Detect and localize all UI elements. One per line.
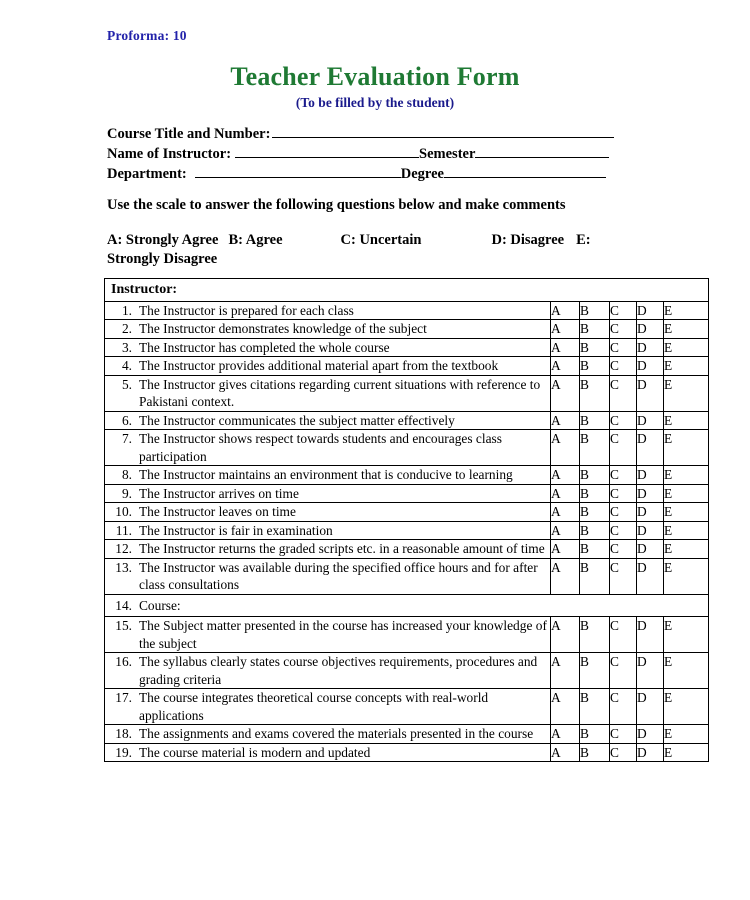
section-header-instructor: Instructor: [105,279,709,302]
row-number: 9. [121,485,132,501]
rating-option-b[interactable]: B [580,503,610,522]
row-number: 17. [115,690,132,705]
rating-option-a[interactable]: A [551,743,580,762]
rating-option-c[interactable]: C [610,540,637,559]
question-cell [105,375,551,411]
rating-option-a[interactable]: A [551,357,580,376]
rating-option-c[interactable]: C [610,411,637,430]
rating-option-e[interactable]: E [664,338,709,357]
evaluation-table [104,278,709,762]
question-cell [105,320,551,339]
rating-option-d[interactable]: D [637,521,664,540]
scale-option-a: A: Strongly Agree [107,232,219,248]
rating-option-c[interactable]: C [610,617,637,653]
question-cell [105,521,551,540]
department-field-row [107,164,647,184]
rating-option-e[interactable]: E [664,725,709,744]
question-text: The Instructor returns the graded scripts etc. in a reasonable amount of time [139,541,545,556]
rating-option-a[interactable]: A [551,338,580,357]
rating-option-c[interactable]: C [610,375,637,411]
department-label: Department: [107,166,187,182]
course-title-label: Course Title and Number: [107,126,271,142]
table-row [105,484,709,503]
row-number: 1. [121,302,132,318]
rating-option-b[interactable]: B [580,484,610,503]
question-text: The Instructor maintains an environment that is conducive to learning [139,467,513,482]
question-text: The Instructor is prepared for each class [139,302,354,318]
table-row [105,430,709,466]
row-number: 3. [121,339,132,355]
row-number: 2. [121,321,132,336]
scale-option-c: C: Uncertain [340,232,422,248]
question-cell [105,743,551,762]
page-subtitle: (To be filled by the student) [295,95,455,110]
rating-option-d[interactable]: D [637,653,664,689]
rating-option-e[interactable]: E [664,521,709,540]
table-row [105,466,709,485]
rating-option-e[interactable]: E [664,411,709,430]
question-text: The Instructor has completed the whole course [139,339,390,355]
rating-option-c[interactable]: C [610,430,637,466]
row-number: 8. [121,467,132,482]
proforma-label: Proforma: 10 [107,28,187,43]
table-row [105,743,709,762]
row-number: 5. [121,376,132,392]
instructions-text: Use the scale to answer the following questions below and make comments [107,197,566,213]
table-row [105,725,709,744]
rating-option-b[interactable]: B [580,617,610,653]
rating-option-d[interactable]: D [637,338,664,357]
scale-option-b: B: Agree [228,232,283,248]
rating-option-d[interactable]: D [637,357,664,376]
question-cell [105,503,551,522]
question-cell [105,430,551,466]
rating-option-b[interactable]: B [580,375,610,411]
rating-option-e[interactable]: E [664,320,709,339]
rating-option-d[interactable]: D [637,430,664,466]
row-number: 13. [115,559,132,575]
rating-option-a[interactable]: A [551,503,580,522]
rating-option-d[interactable]: D [637,617,664,653]
question-cell [105,689,551,725]
question-text: The Instructor demonstrates knowledge of the subject [139,321,427,336]
degree-input[interactable] [444,164,606,178]
question-cell [105,338,551,357]
question-cell [105,411,551,430]
row-number: 4. [121,358,132,373]
scale-legend [107,231,637,269]
rating-option-b[interactable]: B [580,320,610,339]
rating-option-d[interactable]: D [637,558,664,594]
rating-option-e[interactable]: E [664,743,709,762]
rating-option-c[interactable]: C [610,320,637,339]
rating-option-c[interactable]: C [610,503,637,522]
question-text: The Instructor provides additional material apart from the textbook [139,358,499,373]
row-number: 7. [121,431,132,446]
question-text: The Instructor shows respect towards students and encourages class participation [139,431,502,464]
rating-option-e[interactable]: E [664,689,709,725]
rating-option-b[interactable]: B [580,521,610,540]
question-text: The Subject matter presented in the course has increased your knowledge of the subject [139,618,547,651]
row-number: 14. [115,597,132,613]
table-row [105,521,709,540]
section-label: Course: [139,597,181,613]
instructor-name-label: Name of Instructor: [107,146,232,162]
rating-option-d[interactable]: D [637,725,664,744]
rating-option-a[interactable]: A [551,540,580,559]
page-title: Teacher Evaluation Form [230,62,520,91]
rating-option-c[interactable]: C [610,653,637,689]
rating-option-e[interactable]: E [664,503,709,522]
rating-option-b[interactable]: B [580,653,610,689]
course-title-field-row [107,124,647,144]
question-text: The assignments and exams covered the materials presented in the course [139,726,534,741]
course-title-input[interactable] [272,124,614,138]
rating-option-c[interactable]: C [610,725,637,744]
rating-option-a[interactable]: A [551,653,580,689]
table-row [105,689,709,725]
instructor-name-input[interactable] [235,144,419,158]
row-number: 15. [115,618,132,633]
question-text: The Instructor leaves on time [139,504,296,519]
table-row [105,653,709,689]
question-cell [105,617,551,653]
row-number: 11. [115,522,132,538]
rating-option-e[interactable]: E [664,484,709,503]
question-text: The Instructor gives citations regarding current situations with reference to Pakistani context. [139,376,541,409]
question-text: The syllabus clearly states course objectives requirements, procedures and grading criteria [139,654,538,687]
table-row [105,617,709,653]
rating-option-a[interactable]: A [551,558,580,594]
row-number: 16. [115,654,132,669]
rating-option-a[interactable]: A [551,430,580,466]
table-row [105,357,709,376]
rating-option-c[interactable]: C [610,743,637,762]
rating-option-b[interactable]: B [580,466,610,485]
row-number: 6. [121,412,132,428]
scale-option-d: D: Disagree [491,232,565,248]
rating-option-a[interactable]: A [551,411,580,430]
degree-label: Degree [400,166,444,182]
rating-option-d[interactable]: D [637,689,664,725]
rating-option-b[interactable]: B [580,689,610,725]
question-cell [105,540,551,559]
rating-option-c[interactable]: C [610,558,637,594]
rating-option-e[interactable]: E [664,375,709,411]
section-header-course [105,594,709,617]
rating-option-a[interactable]: A [551,617,580,653]
evaluation-table-body [105,279,709,762]
rating-option-b[interactable]: B [580,430,610,466]
table-row [105,558,709,594]
question-cell [105,357,551,376]
rating-option-a[interactable]: A [551,725,580,744]
rating-option-b[interactable]: B [580,338,610,357]
rating-option-d[interactable]: D [637,743,664,762]
rating-option-d[interactable]: D [637,484,664,503]
table-row [105,503,709,522]
rating-option-c[interactable]: C [610,521,637,540]
rating-option-a[interactable]: A [551,375,580,411]
rating-option-d[interactable]: D [637,301,664,320]
semester-input[interactable] [475,144,609,158]
rating-option-a[interactable]: A [551,521,580,540]
instructor-field-row [107,144,647,164]
table-row [105,375,709,411]
rating-option-b[interactable]: B [580,540,610,559]
question-text: The course integrates theoretical course concepts with real-world applications [139,690,489,723]
row-number: 10. [115,504,132,519]
rating-option-c[interactable]: C [610,689,637,725]
rating-option-e[interactable]: E [664,357,709,376]
rating-option-c[interactable]: C [610,338,637,357]
department-input[interactable] [195,164,401,178]
question-text: The course material is modern and updated [139,744,371,760]
table-row [105,320,709,339]
rating-option-c[interactable]: C [610,357,637,376]
rating-option-e[interactable]: E [664,653,709,689]
question-text: The Instructor arrives on time [139,485,299,501]
table-row [105,540,709,559]
rating-option-b[interactable]: B [580,743,610,762]
rating-option-a[interactable]: A [551,301,580,320]
table-row [105,338,709,357]
rating-option-d[interactable]: D [637,503,664,522]
table-row [105,411,709,430]
rating-option-a[interactable]: A [551,466,580,485]
row-number: 19. [115,744,132,760]
question-text: The Instructor communicates the subject matter effectively [139,412,455,428]
table-row [105,301,709,320]
question-cell [105,484,551,503]
scale-option-e: E: Strongly Disagree [107,232,591,267]
rating-option-b[interactable]: B [580,411,610,430]
rating-option-a[interactable]: A [551,484,580,503]
rating-option-b[interactable]: B [580,357,610,376]
rating-option-e[interactable]: E [664,301,709,320]
rating-option-d[interactable]: D [637,411,664,430]
question-text: The Instructor is fair in examination [139,522,333,538]
rating-option-e[interactable]: E [664,430,709,466]
rating-option-d[interactable]: D [637,320,664,339]
rating-option-d[interactable]: D [637,540,664,559]
question-cell [105,653,551,689]
rating-option-c[interactable]: C [610,484,637,503]
rating-option-c[interactable]: C [610,301,637,320]
question-cell [105,725,551,744]
rating-option-d[interactable]: D [637,466,664,485]
rating-option-d[interactable]: D [637,375,664,411]
semester-label: Semester [419,146,476,162]
rating-option-e[interactable]: E [664,540,709,559]
rating-option-c[interactable]: C [610,466,637,485]
rating-option-a[interactable]: A [551,689,580,725]
question-cell [105,301,551,320]
question-cell [105,558,551,594]
rating-option-e[interactable]: E [664,558,709,594]
question-cell [105,466,551,485]
question-text: The Instructor was available during the specified office hours and for after class consultations [139,559,538,592]
rating-option-a[interactable]: A [551,320,580,339]
rating-option-b[interactable]: B [580,725,610,744]
rating-option-e[interactable]: E [664,617,709,653]
rating-option-b[interactable]: B [580,301,610,320]
rating-option-e[interactable]: E [664,466,709,485]
table-row [105,594,709,617]
form-fields [107,124,647,184]
table-section-header-row [105,279,709,302]
row-number: 18. [115,726,132,741]
rating-option-b[interactable]: B [580,558,610,594]
row-number: 12. [115,541,132,556]
